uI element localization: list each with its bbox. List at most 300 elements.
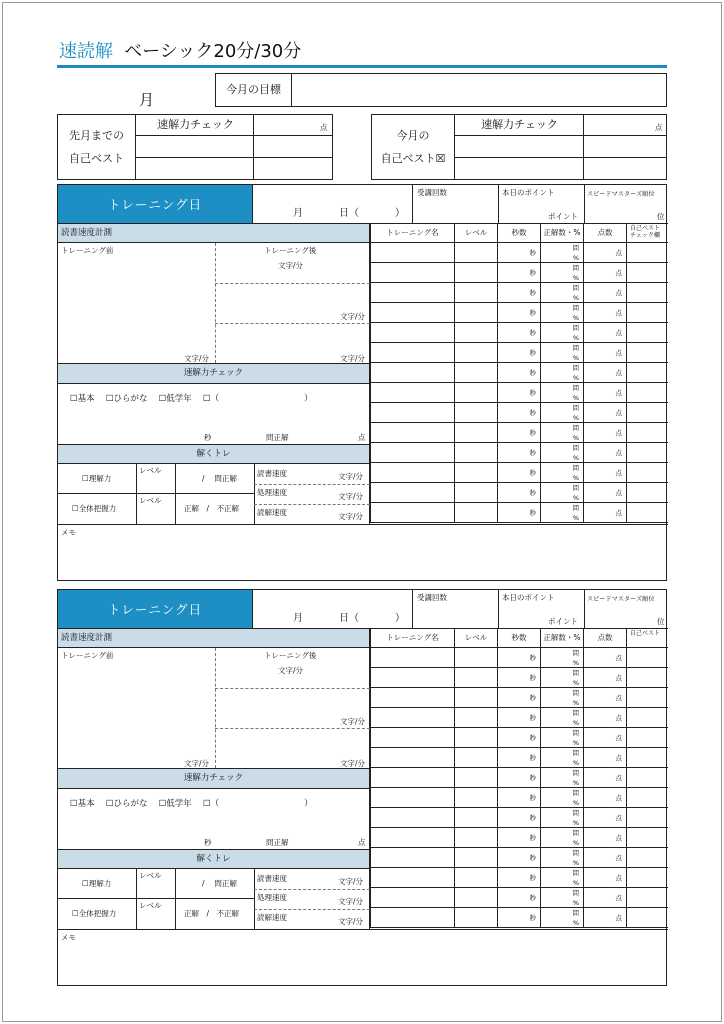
cell-seconds[interactable] [497, 728, 540, 748]
pt-unit: 点 [615, 774, 622, 782]
reading-speed-area[interactable] [58, 648, 370, 768]
cell-training-name[interactable] [370, 708, 454, 728]
cell-seconds[interactable] [497, 423, 540, 443]
cell-level[interactable] [454, 668, 497, 688]
col-header-self-best [626, 224, 668, 243]
cell-self-best[interactable] [626, 888, 668, 908]
cell-points[interactable] [583, 443, 626, 463]
cell-level[interactable] [454, 768, 497, 788]
cell-training-name[interactable] [370, 668, 454, 688]
cell-self-best[interactable] [626, 668, 668, 688]
check-header: 速解力チェック [58, 768, 370, 789]
table-row[interactable] [370, 383, 668, 403]
col-header-seconds [497, 629, 540, 648]
cell-training-name[interactable] [370, 828, 454, 848]
table-row[interactable] [370, 748, 668, 768]
cell-correct[interactable] [540, 283, 583, 303]
cell-self-best[interactable] [626, 848, 668, 868]
cell-training-name[interactable] [370, 463, 454, 483]
cell-points[interactable] [583, 888, 626, 908]
q-correct-label: / 問正解 [202, 474, 237, 483]
table-row[interactable] [370, 363, 668, 383]
cell-points[interactable] [583, 303, 626, 323]
col-header-training-name-text: トレーニング名 [386, 633, 439, 643]
cell-self-best[interactable] [626, 283, 668, 303]
cell-training-name[interactable] [370, 503, 454, 523]
cell-points[interactable] [583, 768, 626, 788]
cell-training-name[interactable] [370, 243, 454, 263]
sec-unit: 秒 [529, 774, 536, 782]
cell-correct[interactable] [540, 443, 583, 463]
pct-unit: % [572, 679, 579, 687]
sec-unit: 秒 [529, 289, 536, 297]
cell-training-name[interactable] [370, 788, 454, 808]
pct-unit: % [572, 254, 579, 262]
cell-training-name[interactable] [370, 848, 454, 868]
cell-correct[interactable] [540, 648, 583, 668]
cell-correct[interactable] [540, 888, 583, 908]
reading-speed-area[interactable] [58, 243, 370, 363]
cell-points[interactable] [583, 868, 626, 888]
cell-correct[interactable] [540, 323, 583, 343]
q-unit: 問 [572, 909, 579, 917]
table-row[interactable] [370, 343, 668, 363]
cell-correct[interactable] [540, 363, 583, 383]
cell-points[interactable] [583, 708, 626, 728]
table-row[interactable] [370, 303, 668, 323]
check-area[interactable] [58, 384, 370, 444]
cell-correct[interactable] [540, 403, 583, 423]
cell-training-name[interactable] [370, 888, 454, 908]
cell-points[interactable] [583, 748, 626, 768]
cell-points[interactable] [583, 283, 626, 303]
cell-training-name[interactable] [370, 443, 454, 463]
cell-correct[interactable] [540, 263, 583, 283]
sessions-cell[interactable] [412, 185, 498, 223]
cell-seconds[interactable] [497, 748, 540, 768]
cell-correct[interactable] [540, 503, 583, 523]
cell-self-best[interactable] [626, 728, 668, 748]
cell-correct[interactable] [540, 688, 583, 708]
training-section-2 [57, 589, 667, 986]
cell-self-best[interactable] [626, 343, 668, 363]
table-row[interactable] [370, 668, 668, 688]
cell-correct[interactable] [540, 483, 583, 503]
table-row[interactable] [370, 708, 668, 728]
cell-seconds[interactable] [497, 708, 540, 728]
cell-points[interactable] [583, 688, 626, 708]
pt-unit: 点 [615, 449, 622, 457]
q-unit: 問 [572, 689, 579, 697]
cell-level[interactable] [454, 868, 497, 888]
table-row[interactable] [370, 808, 668, 828]
cell-level[interactable] [454, 748, 497, 768]
cell-self-best[interactable] [626, 443, 668, 463]
cell-level[interactable] [454, 908, 497, 928]
sec-unit: 秒 [529, 429, 536, 437]
col-header-points [583, 629, 626, 648]
pt-unit: 点 [615, 389, 622, 397]
cell-points[interactable] [583, 908, 626, 928]
worksheet-page [2, 2, 722, 1022]
cell-level[interactable] [454, 443, 497, 463]
table-row[interactable] [370, 323, 668, 343]
table-row[interactable] [370, 688, 668, 708]
training-day-banner: トレーニング日 [58, 590, 253, 628]
cell-self-best[interactable] [626, 908, 668, 928]
cell-level[interactable] [454, 708, 497, 728]
cell-level[interactable] [454, 728, 497, 748]
sec-unit: 秒 [529, 329, 536, 337]
cell-self-best[interactable] [626, 828, 668, 848]
q-unit: 問 [572, 484, 579, 492]
memo-label: メモ [61, 528, 76, 537]
cell-training-name[interactable] [370, 648, 454, 668]
reading-speed-header [58, 629, 370, 648]
table-row[interactable] [370, 788, 668, 808]
cell-points[interactable] [583, 243, 626, 263]
q-unit: 問 [572, 464, 579, 472]
cell-correct[interactable] [540, 708, 583, 728]
pt-unit: 点 [615, 269, 622, 277]
check-options[interactable]: ☐基本 ☐ひらがな ☐低学年 ☐（ ） [70, 394, 313, 404]
pct-unit: % [572, 719, 579, 727]
cell-level[interactable] [454, 808, 497, 828]
sec-unit: 秒 [529, 269, 536, 277]
cell-self-best[interactable] [626, 303, 668, 323]
cell-seconds[interactable] [497, 403, 540, 423]
cell-correct[interactable] [540, 668, 583, 688]
after-unit-1: 文字/分 [278, 261, 304, 270]
col-header-level-text: レベル [464, 228, 488, 238]
table-row[interactable] [370, 263, 668, 283]
cell-points[interactable] [583, 728, 626, 748]
cell-points[interactable] [583, 483, 626, 503]
cell-training-name[interactable] [370, 808, 454, 828]
cell-self-best[interactable] [626, 363, 668, 383]
cell-self-best[interactable] [626, 808, 668, 828]
sec-unit: 秒 [529, 874, 536, 882]
table-row[interactable] [370, 503, 668, 523]
after-unit-3: 文字/分 [340, 354, 366, 363]
pt-unit: 点 [615, 794, 622, 802]
cell-correct[interactable] [540, 828, 583, 848]
cell-seconds[interactable] [497, 668, 540, 688]
pt-unit: 点 [615, 834, 622, 842]
memo-area[interactable] [58, 929, 668, 987]
read-comp-unit: 文字/分 [338, 512, 364, 521]
check-correct-unit: 問正解 [266, 433, 289, 442]
cell-self-best[interactable] [626, 483, 668, 503]
cell-level[interactable] [454, 483, 497, 503]
cell-seconds[interactable] [497, 283, 540, 303]
cell-points[interactable] [583, 648, 626, 668]
pct-unit: % [572, 839, 579, 847]
table-row[interactable] [370, 483, 668, 503]
cell-level[interactable] [454, 503, 497, 523]
cell-training-name[interactable] [370, 363, 454, 383]
pct-unit: % [572, 819, 579, 827]
before-unit: 文字/分 [184, 354, 210, 363]
training-grid [370, 224, 668, 524]
cell-points[interactable] [583, 503, 626, 523]
cell-seconds[interactable] [497, 243, 540, 263]
comprehension-option[interactable]: ☐理解力 [82, 474, 112, 483]
cell-level[interactable] [454, 648, 497, 668]
cell-correct[interactable] [540, 768, 583, 788]
table-row[interactable] [370, 423, 668, 443]
cell-self-best[interactable] [626, 243, 668, 263]
cell-self-best[interactable] [626, 868, 668, 888]
cell-level[interactable] [454, 828, 497, 848]
cell-correct[interactable] [540, 748, 583, 768]
cell-correct[interactable] [540, 243, 583, 263]
table-row[interactable] [370, 728, 668, 748]
cell-self-best[interactable] [626, 383, 668, 403]
q-unit: 問 [572, 869, 579, 877]
cell-points[interactable] [583, 263, 626, 283]
sec-unit: 秒 [529, 814, 536, 822]
cell-level[interactable] [454, 283, 497, 303]
cell-seconds[interactable] [497, 363, 540, 383]
cell-level[interactable] [454, 323, 497, 343]
q-unit: 問 [572, 404, 579, 412]
cell-seconds[interactable] [497, 868, 540, 888]
cell-level[interactable] [454, 243, 497, 263]
col-header-points [583, 224, 626, 243]
cell-seconds[interactable] [497, 888, 540, 908]
col-header-training-name [370, 629, 454, 648]
table-row[interactable] [370, 648, 668, 668]
speed-rank-cell[interactable] [584, 185, 668, 223]
pct-unit: % [572, 514, 579, 522]
after-unit-1: 文字/分 [278, 666, 304, 675]
comprehension-option[interactable]: ☐理解力 [82, 879, 112, 888]
cell-seconds[interactable] [497, 483, 540, 503]
cell-points[interactable] [583, 668, 626, 688]
check-options[interactable]: ☐基本 ☐ひらがな ☐低学年 ☐（ ） [70, 799, 313, 809]
cell-points[interactable] [583, 828, 626, 848]
training-date-field[interactable] [253, 590, 412, 628]
cell-training-name[interactable] [370, 283, 454, 303]
cell-self-best[interactable] [626, 463, 668, 483]
cell-points[interactable] [583, 343, 626, 363]
q-unit: 問 [572, 889, 579, 897]
cell-self-best[interactable] [626, 648, 668, 668]
cell-correct[interactable] [540, 848, 583, 868]
read-comp-label: 読解速度 [257, 508, 287, 517]
table-row[interactable] [370, 283, 668, 303]
cell-self-best[interactable] [626, 748, 668, 768]
cell-seconds[interactable] [497, 303, 540, 323]
col-header-points-text: 点数 [597, 228, 613, 238]
cell-self-best[interactable] [626, 323, 668, 343]
date-month-label: 月 [293, 208, 303, 219]
table-row[interactable] [370, 768, 668, 788]
cell-seconds[interactable] [497, 323, 540, 343]
cell-training-name[interactable] [370, 728, 454, 748]
cell-seconds[interactable] [497, 503, 540, 523]
table-row[interactable] [370, 848, 668, 868]
cell-training-name[interactable] [370, 483, 454, 503]
speed-rank-cell[interactable] [584, 590, 668, 628]
table-row[interactable] [370, 243, 668, 263]
read-speed-unit: 文字/分 [338, 472, 364, 481]
table-row[interactable] [370, 463, 668, 483]
correct-incorrect-label: 正解 / 不正解 [184, 909, 240, 918]
points-today-cell[interactable] [498, 185, 584, 223]
cell-training-name[interactable] [370, 423, 454, 443]
cell-points[interactable] [583, 403, 626, 423]
cell-self-best[interactable] [626, 263, 668, 283]
cell-seconds[interactable] [497, 343, 540, 363]
cell-training-name[interactable] [370, 303, 454, 323]
cell-training-name[interactable] [370, 343, 454, 363]
cell-level[interactable] [454, 383, 497, 403]
pct-unit: % [572, 899, 579, 907]
pt-unit: 点 [615, 914, 622, 922]
cell-seconds[interactable] [497, 648, 540, 668]
q-unit: 問 [572, 364, 579, 372]
cell-training-name[interactable] [370, 908, 454, 928]
cell-self-best[interactable] [626, 708, 668, 728]
cell-level[interactable] [454, 463, 497, 483]
cell-level[interactable] [454, 788, 497, 808]
cell-seconds[interactable] [497, 383, 540, 403]
cell-seconds[interactable] [497, 443, 540, 463]
points-today-cell[interactable] [498, 590, 584, 628]
cell-level[interactable] [454, 263, 497, 283]
memo-area[interactable] [58, 524, 668, 582]
training-day-banner: トレーニング日 [58, 185, 253, 223]
q-unit: 問 [572, 649, 579, 657]
cell-seconds[interactable] [497, 908, 540, 928]
cell-seconds[interactable] [497, 263, 540, 283]
cell-seconds[interactable] [497, 788, 540, 808]
sec-unit: 秒 [529, 834, 536, 842]
table-row[interactable] [370, 868, 668, 888]
cell-level[interactable] [454, 363, 497, 383]
cell-points[interactable] [583, 323, 626, 343]
reading-speed-header [58, 224, 370, 243]
cell-level[interactable] [454, 888, 497, 908]
table-row[interactable] [370, 908, 668, 928]
goal-box[interactable] [215, 73, 667, 107]
sec-unit: 秒 [529, 894, 536, 902]
cell-self-best[interactable] [626, 768, 668, 788]
q-unit: 問 [572, 324, 579, 332]
cell-level[interactable] [454, 688, 497, 708]
cell-correct[interactable] [540, 423, 583, 443]
cell-training-name[interactable] [370, 403, 454, 423]
cell-seconds[interactable] [497, 828, 540, 848]
proc-speed-label: 処理速度 [257, 488, 287, 497]
q-unit: 問 [572, 769, 579, 777]
cell-self-best[interactable] [626, 423, 668, 443]
cell-self-best[interactable] [626, 688, 668, 708]
sec-unit: 秒 [529, 694, 536, 702]
cell-level[interactable] [454, 303, 497, 323]
cell-points[interactable] [583, 848, 626, 868]
sec-unit: 秒 [529, 389, 536, 397]
overall-option[interactable]: ☐全体把握力 [72, 909, 117, 918]
cell-self-best[interactable] [626, 503, 668, 523]
table-row[interactable] [370, 443, 668, 463]
cell-training-name[interactable] [370, 688, 454, 708]
table-row[interactable] [370, 828, 668, 848]
self-best-header-text-1: 自己ベスト [630, 225, 661, 232]
pt-unit: 点 [615, 509, 622, 517]
cell-self-best[interactable] [626, 788, 668, 808]
pt-unit: 点 [615, 714, 622, 722]
col-header-points-text: 点数 [597, 633, 613, 643]
cell-points[interactable] [583, 423, 626, 443]
cell-points[interactable] [583, 788, 626, 808]
goal-label: 今月の目標 [216, 74, 292, 106]
cell-correct[interactable] [540, 788, 583, 808]
cell-seconds[interactable] [497, 808, 540, 828]
cell-training-name[interactable] [370, 263, 454, 283]
speed-rank-label: スピードマスターズ順位 [587, 191, 655, 198]
cell-seconds[interactable] [497, 848, 540, 868]
cell-correct[interactable] [540, 908, 583, 928]
cell-training-name[interactable] [370, 383, 454, 403]
cell-seconds[interactable] [497, 463, 540, 483]
cell-seconds[interactable] [497, 768, 540, 788]
table-row[interactable] [370, 403, 668, 423]
check-area[interactable] [58, 789, 370, 849]
pt-unit: 点 [615, 814, 622, 822]
table-row[interactable] [370, 888, 668, 908]
reading-speed-header-text: 読書速度計測 [61, 227, 113, 238]
cell-points[interactable] [583, 808, 626, 828]
cell-training-name[interactable] [370, 748, 454, 768]
q-unit: 問 [572, 424, 579, 432]
cell-points[interactable] [583, 363, 626, 383]
sec-unit: 秒 [529, 794, 536, 802]
cell-correct[interactable] [540, 868, 583, 888]
cell-training-name[interactable] [370, 323, 454, 343]
cell-level[interactable] [454, 848, 497, 868]
sessions-cell[interactable] [412, 590, 498, 628]
cell-training-name[interactable] [370, 868, 454, 888]
cell-correct[interactable] [540, 808, 583, 828]
cell-points[interactable] [583, 383, 626, 403]
cell-correct[interactable] [540, 303, 583, 323]
cell-level[interactable] [454, 403, 497, 423]
cell-correct[interactable] [540, 343, 583, 363]
cell-self-best[interactable] [626, 403, 668, 423]
level-label-1: レベル [139, 466, 162, 475]
q-unit: 問 [572, 344, 579, 352]
training-date-field[interactable] [253, 185, 412, 223]
solve-area[interactable] [58, 464, 370, 524]
q-unit: 問 [572, 809, 579, 817]
pt-unit: 点 [615, 309, 622, 317]
cell-seconds[interactable] [497, 688, 540, 708]
cell-training-name[interactable] [370, 768, 454, 788]
cell-correct[interactable] [540, 728, 583, 748]
cell-correct[interactable] [540, 383, 583, 403]
solve-area[interactable] [58, 869, 370, 929]
cell-correct[interactable] [540, 463, 583, 483]
cur-best-label-1: 今月の [396, 128, 430, 142]
cell-level[interactable] [454, 343, 497, 363]
self-best-header-text-1: 自己ベスト [630, 630, 661, 637]
overall-option[interactable]: ☐全体把握力 [72, 504, 117, 513]
cell-points[interactable] [583, 463, 626, 483]
cell-level[interactable] [454, 423, 497, 443]
